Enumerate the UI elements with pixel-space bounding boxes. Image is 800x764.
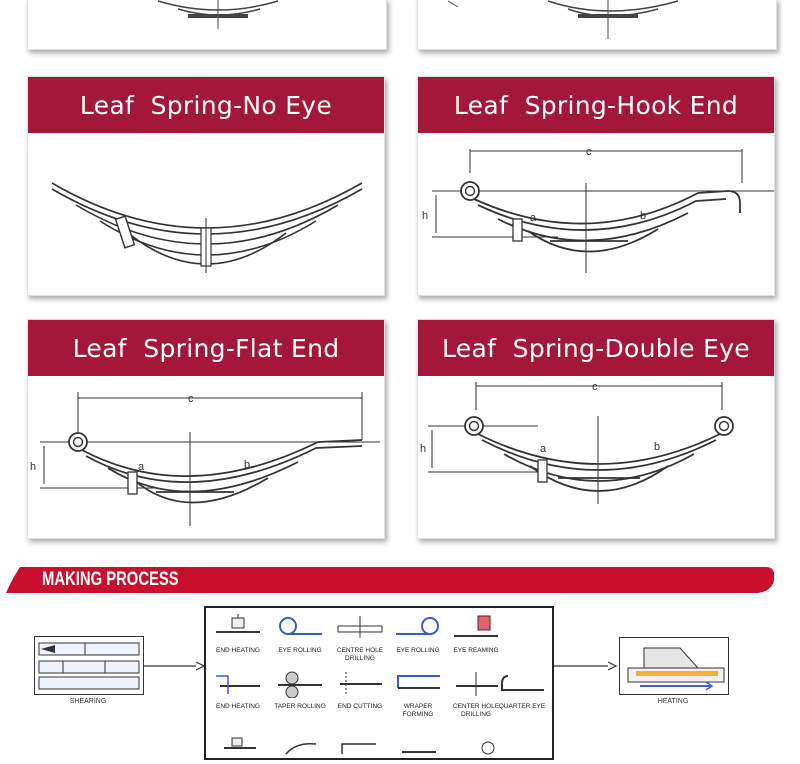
step-taper-rolling: TAPER ROLLING bbox=[272, 668, 328, 711]
dim-c-label: c bbox=[188, 393, 194, 405]
dim-c-label: c bbox=[586, 146, 592, 158]
dim-b-label: b bbox=[654, 441, 661, 453]
dim-h-label: h bbox=[30, 461, 37, 473]
dim-a-label: a bbox=[540, 443, 547, 455]
taper-rolling-icon bbox=[272, 668, 328, 698]
wraper-forming-icon bbox=[390, 668, 446, 698]
dim-h-label: h bbox=[420, 443, 427, 455]
eye-reaming-icon bbox=[448, 612, 504, 642]
step-end-heating-2: END HEATING bbox=[210, 668, 266, 711]
flat-end-spring-diagram bbox=[28, 376, 384, 538]
shearing-illustration bbox=[35, 637, 143, 694]
end-heating-icon bbox=[210, 668, 266, 698]
card-title: Leaf Spring-Flat End bbox=[28, 320, 384, 376]
step-end-cutting: END CUTTING bbox=[332, 668, 388, 711]
partial-card-left bbox=[27, 0, 387, 50]
making-process-banner bbox=[6, 567, 774, 593]
dim-c-label: c bbox=[592, 381, 598, 393]
dim-b-label: b bbox=[244, 459, 251, 471]
heating-illustration bbox=[620, 638, 728, 694]
dim-b-label: b bbox=[640, 210, 647, 222]
card-hook-end bbox=[417, 76, 775, 296]
no-eye-spring-diagram bbox=[28, 133, 384, 295]
end-heating-icon bbox=[210, 612, 266, 642]
dim-a-label: a bbox=[138, 461, 145, 473]
eye-rolling-icon bbox=[272, 612, 328, 642]
card-title: Leaf Spring-Hook End bbox=[418, 77, 774, 133]
shearing-box bbox=[34, 636, 144, 695]
partial-card-right bbox=[417, 0, 777, 50]
end-cutting-icon bbox=[332, 668, 388, 698]
quarter-eye-icon bbox=[494, 668, 550, 698]
step-centre-hole-drilling: CENTRE HOLE DRILLING bbox=[332, 612, 388, 663]
dim-a-label: a bbox=[530, 212, 537, 224]
step-wraper-forming: WRAPER FORMING bbox=[390, 668, 446, 719]
dim-h-label: h bbox=[422, 210, 429, 222]
hook-end-spring-diagram bbox=[418, 133, 774, 295]
eye-rolling-icon bbox=[390, 612, 446, 642]
process-row3-partial bbox=[206, 734, 552, 764]
spring-diagram-partial-right bbox=[418, 0, 776, 49]
card-double-eye bbox=[417, 319, 775, 539]
step-quarter-eye: QUARTER EYE bbox=[494, 668, 550, 711]
card-flat-end bbox=[27, 319, 385, 539]
step-eye-reaming: EYE REAMING bbox=[448, 612, 504, 655]
step-eye-rolling-1: EYE ROLLING bbox=[272, 612, 328, 655]
step-eye-rolling-2: EYE ROLLING bbox=[390, 612, 446, 655]
process-steps-panel bbox=[204, 606, 554, 760]
double-eye-spring-diagram bbox=[418, 376, 774, 538]
card-no-eye bbox=[27, 76, 385, 296]
step-center-hole-drilling: CENTER HOLE DRILLING bbox=[448, 668, 504, 719]
step-end-heating-1: END HEATING bbox=[210, 612, 266, 655]
spring-diagram-partial-left bbox=[28, 0, 386, 49]
centre-hole-drilling-icon bbox=[332, 612, 388, 642]
heating-label: HEATING bbox=[657, 698, 689, 705]
card-title: Leaf Spring-No Eye bbox=[28, 77, 384, 133]
card-title: Leaf Spring-Double Eye bbox=[418, 320, 774, 376]
making-process-title: MAKING PROCESS bbox=[42, 569, 179, 590]
heating-box bbox=[619, 637, 729, 695]
shearing-label: SHEARING bbox=[69, 698, 107, 705]
